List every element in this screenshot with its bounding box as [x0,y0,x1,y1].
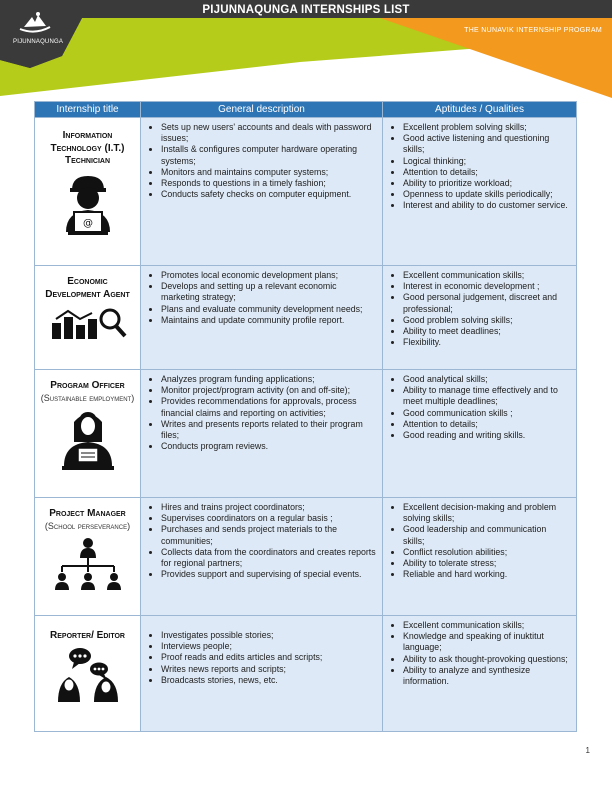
list-item: • Maintains and update community profile report. [161,315,376,326]
internships-table [34,101,577,732]
aptitudes-cell [383,498,577,616]
program-subtitle: THE NUNAVIK INTERNSHIP PROGRAM [464,27,602,34]
list-item: • Plans and evaluate community development needs; [161,304,376,315]
list-item: • Ability to analyze and synthesize information. [403,665,570,687]
list-item: • Good leadership and communication skills; [403,524,570,546]
list-item: • Proof reads and edits articles and scripts; [161,652,376,663]
list-item: • Installs & configures computer hardware operating systems; [161,144,376,166]
list-item: • Conflict resolution abilities; [403,547,570,558]
list-item: • Provides support and supervising of special events. [161,569,376,580]
list-item: • Monitors and maintains computer systems; [161,167,376,178]
list-item: • Attention to details; [403,419,570,430]
technician-laptop-icon [60,172,116,236]
list-item: • Ability to tolerate stress; [403,558,570,569]
list-item: • Attention to details; [403,167,570,178]
aptitudes-list [387,122,570,212]
internship-title: Reporter/ Editor [50,630,125,641]
list-item: • Sets up new users' accounts and deals with password issues; [161,122,376,144]
list-item: • Ability to ask thought-provoking questions; [403,654,570,665]
table-header-row [35,102,577,118]
description-cell [141,266,383,370]
list-item: • Interviews people; [161,641,376,652]
internship-title-cell [35,616,141,732]
aptitudes-cell [383,118,577,266]
list-item: • Good active listening and questioning skills; [403,133,570,155]
list-item: • Conducts safety checks on computer equipment. [161,189,376,200]
svg-text:@: @ [82,217,93,229]
list-item: • Excellent decision-making and problem solving skills; [403,502,570,524]
aptitudes-list [387,270,570,348]
aptitudes-cell [383,266,577,370]
list-item: • Ability to meet deadlines; [403,326,570,337]
org-chart-icon [52,536,124,592]
officer-document-icon [58,408,118,472]
list-item: • Responds to questions in a timely fashion; [161,178,376,189]
list-item: • Good analytical skills; [403,374,570,385]
table-row [35,498,577,616]
list-item: • Writes and presents reports related to their program files; [161,419,376,441]
list-item: • Logical thinking; [403,156,570,167]
description-cell [141,616,383,732]
list-item: • Good communication skills ; [403,408,570,419]
table-row [35,370,577,498]
internship-subtitle: (Sustainable employment) [40,392,135,403]
description-list [145,122,376,200]
aptitudes-list [387,502,570,580]
list-item: • Promotes local economic development plans; [161,270,376,281]
internship-title: Economic Development Agent [45,276,130,300]
page-number: 1 [585,746,590,755]
list-item: • Good reading and writing skills. [403,430,570,441]
list-item: • Knowledge and speaking of inuktitut language; [403,631,570,653]
list-item: • Interest and ability to do customer service. [403,200,570,211]
list-item: • Broadcasts stories, news, etc. [161,675,376,686]
list-item: • Conducts program reviews. [161,441,376,452]
list-item: • Ability to manage time effectively and to meet multiple deadlines; [403,385,570,407]
description-cell [141,498,383,616]
internship-title-cell [35,118,141,266]
list-item: • Analyzes program funding applications; [161,374,376,385]
table-row [35,616,577,732]
list-item: • Reliable and hard working. [403,569,570,580]
internship-title: Program Officer [50,380,125,391]
internship-title: Project Manager [49,508,126,519]
list-item: • Purchases and sends project materials to the communities; [161,524,376,546]
list-item: • Ability to prioritize workload; [403,178,570,189]
document-title: PIJUNNAQUNGA INTERNSHIPS LIST [202,4,410,16]
list-item: • Investigates possible stories; [161,630,376,641]
list-item: • Good problem solving skills; [403,315,570,326]
column-header-aptitudes: Aptitudes / Qualities [383,102,577,118]
internship-title: Information Technology (I.T.) Technician [50,130,125,166]
table-row [35,266,577,370]
description-list [145,270,376,326]
column-header-description: General description [141,102,383,118]
list-item: • Collects data from the coordinators and creates reports for regional partners; [161,547,376,569]
list-item: • Provides recommendations for approvals, process financial claims and reporting on activities; [161,396,376,418]
list-item: • Hires and trains project coordinators; [161,502,376,513]
chart-magnifier-icon [48,305,128,339]
list-item: • Develops and setting up a relevant economic marketing strategy; [161,281,376,303]
people-speech-icon [54,647,122,703]
internship-title-cell [35,370,141,498]
column-header-title: Internship title [35,102,141,118]
list-item: • Excellent communication skills; [403,620,570,631]
description-list [145,620,376,686]
description-cell [141,370,383,498]
aptitudes-list [387,374,570,441]
aptitudes-cell [383,616,577,732]
internship-title-cell [35,266,141,370]
aptitudes-list [387,620,570,687]
internship-title-cell [35,498,141,616]
list-item: • Writes news reports and scripts; [161,664,376,675]
list-item: • Excellent problem solving skills; [403,122,570,133]
list-item: • Excellent communication skills; [403,270,570,281]
list-item: • Flexibility. [403,337,570,348]
table-row [35,118,577,266]
logo-text: PIJUNNAQUNGA [13,39,64,45]
description-list [145,502,376,580]
internship-subtitle: (School perseverance) [44,520,131,531]
list-item: • Supervises coordinators on a regular basis ; [161,513,376,524]
aptitudes-cell [383,370,577,498]
list-item: • Openness to update skills periodically; [403,189,570,200]
description-list [145,374,376,452]
list-item: • Monitor project/program activity (on and off-site); [161,385,376,396]
list-item: • Interest in economic development ; [403,281,570,292]
description-cell [141,118,383,266]
list-item: • Good personal judgement, discreet and professional; [403,292,570,314]
